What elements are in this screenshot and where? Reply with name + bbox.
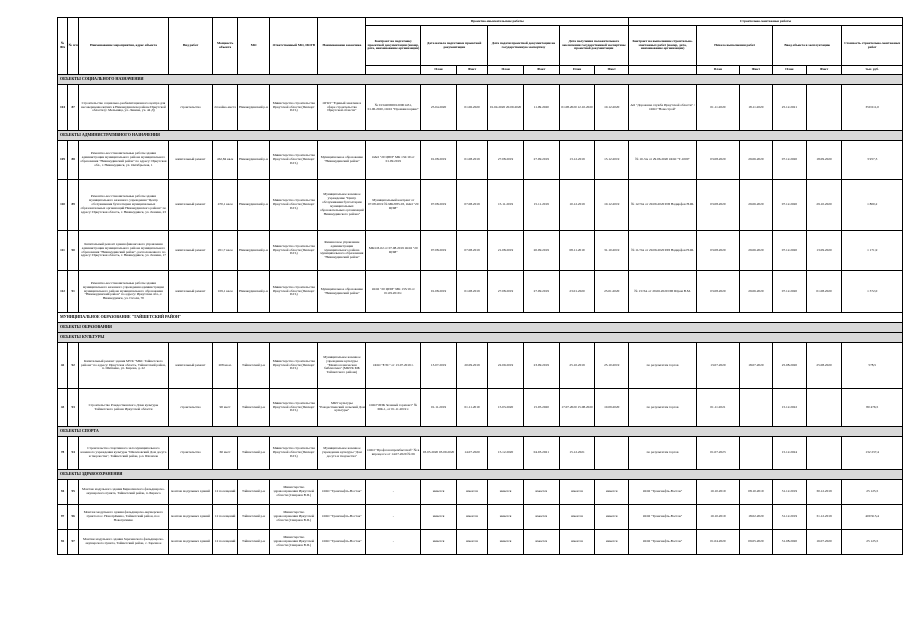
positive-conclusion-fact: имеется <box>595 505 629 530</box>
construction-contract: АО "Дорожная служба Иркутской области" / ООО "Новострой" <box>629 85 697 131</box>
design-start-fact: 01.08.2019 <box>456 141 487 180</box>
capacity: 12 посещений <box>213 505 238 530</box>
design-start-plan: 01.08.2019 <box>421 141 457 180</box>
design-contract: ООО "ЕЭС" от 13.07.2019 г. <box>366 343 421 389</box>
commissioning-plan: 15.12.2022 <box>773 389 807 427</box>
construction-contract: по результатам торгов <box>629 437 697 470</box>
responsible-body: Министерство строительства Иркутской области (Пискорт П.П.) <box>270 343 318 389</box>
municipality: Тайшетский р-н <box>237 530 269 555</box>
expertise-submit-fact: имеется <box>523 480 559 505</box>
construction-cost: 3 957,3 <box>842 141 903 180</box>
row-number: 96 <box>68 505 79 530</box>
work-type: строительство <box>168 389 213 427</box>
col-np: № п/п <box>68 18 79 75</box>
construction-contract: ООО "Транснефть-Восток" <box>629 480 697 505</box>
expertise-submit-fact: 20.09.2019 <box>523 231 559 271</box>
expertise-submit-fact: 04.03.2021 <box>523 437 559 470</box>
commissioning-fact: 31.12.2019 <box>806 505 842 530</box>
col-resp: Ответственный МО, ИОГВ <box>270 18 318 75</box>
design-start-fact: имеется <box>456 530 487 555</box>
responsible-body: Министерство строительства Иркутской области (Пискорт П.П.) <box>270 271 318 313</box>
design-start-plan: 07.08.2019 <box>421 231 457 271</box>
commissioning-plan: 07.12.2020 <box>773 231 807 271</box>
object-name: Капитальный ремонт здания финансового управления администрации муниципального района муниципального образования "Нижнеудинский район", расположенного по адресу: Иркутская область, г. Нижнеудинск, ул. Ленина, 17 <box>79 231 168 271</box>
expertise-submit-plan: 15.03.2020 <box>488 389 524 427</box>
col-fa: № ФА <box>58 18 68 75</box>
expertise-submit-plan: 21.08.2019 <box>488 231 524 271</box>
section-social: ОБЪЕКТЫ СОЦИАЛЬНОГО НАЗНАЧЕНИЯ <box>58 75 903 85</box>
positive-conclusion-plan: 08.11.2019 <box>559 231 595 271</box>
construction-contract: № 11/ЭА от 29.06.2020 ИП Надирфов Н.Ш. <box>629 231 697 271</box>
commissioning-fact: 18.09.2020 <box>806 141 842 180</box>
expertise-submit-fact: имеется <box>523 530 559 555</box>
col-name: Наименование мероприятия, адрес объекта <box>79 18 168 75</box>
construction-start-plan: 01.07.2023 <box>697 437 739 470</box>
positive-conclusion-fact <box>595 437 629 470</box>
design-start-fact: 01.11.2019 <box>456 389 487 427</box>
fa-number: 42 <box>58 343 68 389</box>
responsible-body: Министерство строительства Иркутской области (Пискорт П.П.) <box>270 85 318 131</box>
responsible-body: Министерство здравоохранения Иркутской области (Смирнов В.П.) <box>270 530 318 555</box>
report-sheet <box>57 17 903 555</box>
commissioning-plan: 25.12.2021 <box>773 85 807 131</box>
section-health: ОБЪЕКТЫ ЗДРАВООХРАНЕНИЯ <box>58 470 903 480</box>
municipality: Нижнеудинский р-н <box>237 271 269 313</box>
commissioning-plan: 31.08.2020 <box>773 530 807 555</box>
construction-start-plan: 01.11.2020 <box>697 85 739 131</box>
responsible-body: Министерство здравоохранения Иркутской области (Смирнов В.П.) <box>270 505 318 530</box>
fa-number: 109 <box>58 141 68 180</box>
table-row <box>58 231 903 271</box>
construction-start-plan: 13.07.2020 <box>697 343 739 389</box>
sub-fact: Факт <box>523 66 559 75</box>
capacity: 470,1 кв.м <box>213 180 238 231</box>
design-contract: ООО "20 ЦПИ" МК 133/19 от 01.09.2019 г. <box>366 271 421 313</box>
work-type: капитальный ремонт <box>168 141 213 180</box>
commissioning-plan: 07.12.2020 <box>773 141 807 180</box>
design-start-plan: имеется <box>421 480 457 505</box>
capacity: 24 койко-места <box>213 85 238 131</box>
object-name: Строительство спортивного зала муниципального казенного учреждения культуры "Шелеховский Дом досуга и творчества", Тайшетский район, р.п. Шелехов <box>79 437 168 470</box>
report-table <box>57 17 903 555</box>
capacity: 109,1 кв.м <box>213 271 238 313</box>
municipality: Нижнеудинский р-н <box>237 180 269 231</box>
col-cost: Стоимость строительно-монтажных работ <box>842 26 903 66</box>
responsible-body: Министерство строительства Иркутской области (Пискорт П.П.) <box>270 141 318 180</box>
design-start-fact: 01.06.2020 <box>456 85 487 131</box>
row-number: 93 <box>68 389 79 427</box>
construction-start-plan: 03.08.2020 <box>697 180 739 231</box>
positive-conclusion-plan: имеется <box>559 505 595 530</box>
construction-start-plan: 03.08.2020 <box>697 141 739 180</box>
construction-start-fact: 18.02.2020 <box>739 505 773 530</box>
design-start-plan: 13.07.2019 <box>421 343 457 389</box>
object-name: Строительство социально-реабилитационного центра для несовершеннолетних в Нижнеудинском районе Иркутской области (г. Мельница, ул. Ленина, уч. 44 Д) <box>79 85 168 131</box>
col-start-construction: Начало выполнения работ <box>697 26 773 66</box>
customer: МКУ культуры "Рождественский сельский Дом культуры" <box>318 389 366 427</box>
fa-number: 92 <box>58 530 68 555</box>
municipality: Тайшетский р-н <box>237 437 269 470</box>
capacity: 12 посещений <box>213 530 238 555</box>
customer: ОГКУ "Единый заказчик в сфере строительства Иркутской области" <box>318 85 366 131</box>
design-contract: № 0134200000120001431, 01.06.2020, ООО "Промжилсервис" <box>366 85 421 131</box>
municipality: Нижнеудинский р-н <box>237 85 269 131</box>
row-number: 90 <box>68 231 79 271</box>
construction-start-plan: 10.10.2019 <box>697 480 739 505</box>
positive-conclusion-plan: имеется <box>559 530 595 555</box>
col-contract-design: Контракт на подготовку проектной документации (номер, дата, наименование организации) <box>366 26 421 66</box>
construction-cost: 1 171,9 <box>842 231 903 271</box>
expertise-submit-fact: имеется <box>523 505 559 530</box>
group-construction: Строительно-монтажные работы <box>629 18 903 26</box>
commissioning-plan: 25.08.2020 <box>773 343 807 389</box>
positive-conclusion-plan: 01.08.2020 12.10.2020 <box>559 85 595 131</box>
section-culture: ОБЪЕКТЫ КУЛЬТУРЫ <box>58 333 903 343</box>
positive-conclusion-fact: 25.10.2019 <box>595 343 629 389</box>
construction-start-plan: 01.11.2021 <box>697 389 739 427</box>
customer: Муниципальное казенное учреждение культуры "Межпоселенческая библиотека" (МКУК МБ Тайшетского района) <box>318 343 366 389</box>
expertise-submit-plan: 27.08.2019 <box>488 141 524 180</box>
responsible-body: Министерство строительства Иркутской области (Пискорт П.П.) <box>270 389 318 427</box>
sub-unit: тыс. руб. <box>842 66 903 75</box>
commissioning-fact <box>806 85 842 131</box>
fa-number: 104 <box>58 85 68 131</box>
customer: Муниципальное образование "Нижнеудинский район" <box>318 141 366 180</box>
construction-start-fact: 08.10.2019 <box>739 480 773 505</box>
design-start-plan: 01.11.2019 <box>421 389 457 427</box>
table-row <box>58 271 903 313</box>
municipality: Тайшетский р-н <box>237 505 269 530</box>
row-number: 92 <box>68 343 79 389</box>
construction-cost: 1 372,0 <box>842 271 903 313</box>
positive-conclusion-plan: 23.01.2020 <box>559 271 595 313</box>
fa-number: 97 <box>58 505 68 530</box>
construction-start-fact: 18.11.2020 <box>739 85 773 131</box>
customer: Финансовое управление администрации муниципального района муниципального образования "Нижнеудинский район" <box>318 231 366 271</box>
design-start-fact: 14.07.2020 <box>456 437 487 470</box>
fa-number: 94 <box>58 480 68 505</box>
row-number: 94 <box>68 437 79 470</box>
col-date-submit: Дата подачи проектной документации на государственную экспертизу <box>488 26 560 66</box>
capacity: 208 кв.м. <box>213 343 238 389</box>
row-number: 97 <box>68 530 79 555</box>
construction-contract: по результатам торгов <box>629 389 697 427</box>
sub-fact: Факт <box>456 66 487 75</box>
row-number: 87 <box>68 85 79 131</box>
municipality: Нижнеудинский р-н <box>237 231 269 271</box>
expertise-submit-plan: имеется <box>488 505 524 530</box>
design-contract: - <box>366 505 421 530</box>
construction-start-plan: 01.04.2020 <box>697 530 739 555</box>
commissioning-plan: 07.12.2020 <box>773 180 807 231</box>
customer: ООО "Транснефть-Восток" <box>318 480 366 505</box>
sub-blank <box>366 66 421 75</box>
positive-conclusion-plan: 15.12.2021 <box>559 437 595 470</box>
design-start-fact: 07.08.2019 <box>456 180 487 231</box>
work-type: капитальный ремонт <box>168 271 213 313</box>
construction-contract: № 13/ЭА от 29.06.2020 ИП Шрам В.М. <box>629 271 697 313</box>
positive-conclusion-fact: 23.01.2020 <box>595 271 629 313</box>
positive-conclusion-plan: 10.12.2019 <box>559 180 595 231</box>
design-start-plan: 07.08.2019 <box>421 180 457 231</box>
work-type: монтаж модульных зданий <box>168 505 213 530</box>
sub-blank <box>629 66 697 75</box>
capacity: 462,84 кв.м <box>213 141 238 180</box>
sub-plan: План <box>697 66 739 75</box>
commissioning-fact: 16.07.2020 <box>806 530 842 555</box>
construction-cost: 25 125,5 <box>842 530 903 555</box>
customer: Муниципальное казенное учреждение "Центр обслуживания бухгалтерии муниципальных образовательных организаций Нижнеудинского района" <box>318 180 366 231</box>
positive-conclusion-plan: 17.07.2020 15.08.2020 <box>559 389 595 427</box>
work-type: капитальный ремонт <box>168 343 213 389</box>
construction-start-plan: 03.08.2020 <box>697 231 739 271</box>
col-date-start-design: Дата начала подготовки проектной документации <box>421 26 488 66</box>
responsible-body: Министерство строительства Иркутской области (Пискорт П.П.) <box>270 180 318 231</box>
design-start-plan: 01.08.2019 <box>421 271 457 313</box>
municipality: Тайшетский р-н <box>237 389 269 427</box>
construction-contract: № 12/ЭА от 29.06.2020 ИП Надирфов Н.Ш. <box>629 180 697 231</box>
table-row <box>58 85 903 131</box>
design-start-fact: имеется <box>456 480 487 505</box>
commissioning-fact: 25.08.2020 <box>806 343 842 389</box>
positive-conclusion-fact: 10.09.2020 <box>595 389 629 427</box>
construction-cost: 1 800,2 <box>842 180 903 231</box>
construction-cost: 400 913,4 <box>842 505 903 530</box>
design-start-fact: имеется <box>456 505 487 530</box>
object-name: Монтаж модульного здания Бирюсинского фельдшерско-акушерского пункта, Тайшетский район, п. Бирюса <box>79 480 168 505</box>
construction-contract: по результатам торгов <box>629 343 697 389</box>
expertise-submit-plan: 15.12.2020 <box>488 437 524 470</box>
object-name: Монтаж модульного здания Зареченского фельдшерско-акушерского пункта, Тайшетский район, с. Заречное <box>79 530 168 555</box>
construction-start-fact: 29.06.2020 <box>739 141 773 180</box>
object-name: Ремонтно-восстановительные работы здания администрации муниципального района муниципального образования "Нижнеудинский район" по адресу: Иркутская обл., г. Нижнеудинск, ул. Октябрьская, 1 <box>79 141 168 180</box>
construction-cost: 578,5 <box>842 343 903 389</box>
expertise-submit-fact: 15.11.2019 <box>523 180 559 231</box>
expertise-submit-fact: 27.09.2019 <box>523 271 559 313</box>
object-name: Ремонтно-восстановительные работы здания муниципального казенного учреждения администрации муниципального района муниципального образования "Нижнеудинский район" по адресу: Иркутская обл., г. Нижнеудинск, ул. Гоголя, 70 <box>79 271 168 313</box>
construction-cost: 80 476,5 <box>842 389 903 427</box>
object-name: Капитальный ремонт здания МУК "МКС Тайшетского района" по адресу: Иркутская область, Тайшетский район, п. Шиткино, ул. Кирова, д. 22 <box>79 343 168 389</box>
design-contract: ОАО "20 ЦПИ" МК 132/19 от 01.09.2019 <box>366 141 421 180</box>
design-contract: ООО "Профсоюзпромбытснаб" № в впроцессе от 14.07.2020 № 06 <box>366 437 421 470</box>
expertise-submit-fact: 11.09.2020 <box>523 85 559 131</box>
table-row <box>58 530 903 555</box>
expertise-submit-plan: 27.08.2019 <box>488 271 524 313</box>
expertise-submit-fact: 15.05.2020 <box>523 389 559 427</box>
table-row <box>58 505 903 530</box>
positive-conclusion-plan: имеется <box>559 480 595 505</box>
table-row <box>58 437 903 470</box>
object-name: Монтаж модульного здания фельдшерско-акушерского пункта пос. Новотрёмино, Тайшетский район, пос. Новотрёмино <box>79 505 168 530</box>
sub-fact: Факт <box>806 66 842 75</box>
work-type: монтаж модульных зданий <box>168 530 213 555</box>
group-design: Проектно-изыскательские работы <box>366 18 629 26</box>
section-education: ОБЪЕКТЫ ОБРАЗОВАНИЯ <box>58 323 903 333</box>
work-type: капитальный ремонт <box>168 180 213 231</box>
fa-number: 111 <box>58 231 68 271</box>
row-number: 89 <box>68 180 79 231</box>
design-start-fact: 07.08.2019 <box>456 231 487 271</box>
commissioning-fact: 01.08.2020 <box>806 271 842 313</box>
construction-start-fact: 29.06.2020 <box>739 271 773 313</box>
commissioning-plan: 31.12.2019 <box>773 480 807 505</box>
design-contract: - <box>366 530 421 555</box>
construction-contract: ООО "Транснефть-Восток" <box>629 530 697 555</box>
table-row <box>58 480 903 505</box>
expertise-submit-plan: имеется <box>488 480 524 505</box>
positive-conclusion-fact: имеется <box>595 480 629 505</box>
capacity: 60 мест <box>213 437 238 470</box>
col-power: Мощность объекта <box>213 18 238 75</box>
section-municipality: МУНИЦИПАЛЬНОЕ ОБРАЗОВАНИЕ "ТАЙШЕТСКИЙ РАЙОН" <box>58 313 903 323</box>
design-start-plan: имеется <box>421 505 457 530</box>
col-date-positive: Дата получения положительного заключения государственной экспертизы проектной документации <box>559 26 628 66</box>
sub-fact: Факт <box>739 66 773 75</box>
positive-conclusion-fact: имеется <box>595 530 629 555</box>
capacity: 12 посещений <box>213 480 238 505</box>
design-start-plan: 03.03.2020 03.09.2020 <box>421 437 457 470</box>
fa-number: 43 <box>58 389 68 427</box>
design-start-plan: 25.04.2020 <box>421 85 457 131</box>
construction-start-plan: 10.10.2019 <box>697 505 739 530</box>
positive-conclusion-fact: 10.12.2020 <box>595 85 629 131</box>
fa-number: 110 <box>58 180 68 231</box>
construction-contract: № 10-3А от 29.06.2020 ООО "Т-1000" <box>629 141 697 180</box>
municipality: Тайшетский р-н <box>237 480 269 505</box>
positive-conclusion-fact: 31.10.2019 <box>595 231 629 271</box>
section-sport: ОБЪЕКТЫ СПОРТА <box>58 427 903 437</box>
design-contract: Муниципальный контракт от 07.08.2019 № МК/083-03, ОАО "20 ЦПИ" <box>366 180 421 231</box>
expertise-submit-plan: 15.11.2019 <box>488 180 524 231</box>
table-row <box>58 389 903 427</box>
positive-conclusion-fact: 13.12.2019 <box>595 141 629 180</box>
row-number: 95 <box>68 480 79 505</box>
commissioning-plan: 31.12.2019 <box>773 505 807 530</box>
work-type: капитальный ремонт <box>168 231 213 271</box>
sub-plan: План <box>421 66 457 75</box>
col-type: Вид работ <box>168 18 213 75</box>
responsible-body: Министерство строительства Иркутской области (Пискорт П.П.) <box>270 231 318 271</box>
construction-start-fact: 29.06.2020 <box>739 231 773 271</box>
construction-start-fact <box>739 437 773 470</box>
customer: ООО "Транснефть-Восток" <box>318 505 366 530</box>
responsible-body: Министерство здравоохранения Иркутской области (Смирнов В.П.) <box>270 480 318 505</box>
design-start-fact: 01.08.2019 <box>456 271 487 313</box>
sub-plan: План <box>488 66 524 75</box>
commissioning-fact <box>806 437 842 470</box>
commissioning-fact: 30.12.2019 <box>806 480 842 505</box>
construction-start-fact <box>739 389 773 427</box>
construction-cost: 25 125,5 <box>842 480 903 505</box>
design-contract: - <box>366 480 421 505</box>
municipality: Нижнеудинский р-н <box>237 141 269 180</box>
positive-conclusion-plan: 13.12.2019 <box>559 141 595 180</box>
customer: Муниципальное образование "Нижнеудинский район" <box>318 271 366 313</box>
design-start-fact: 20.09.2019 <box>456 343 487 389</box>
customer: Муниципальное казенное учреждение культуры "Дом досуга и творчества" <box>318 437 366 470</box>
construction-start-plan: 03.08.2020 <box>697 271 739 313</box>
expertise-submit-plan: имеется <box>488 530 524 555</box>
construction-start-fact: 18.07.2020 <box>739 343 773 389</box>
fa-number: 78 <box>58 437 68 470</box>
work-type: строительство <box>168 437 213 470</box>
sub-fact: Факт <box>595 66 629 75</box>
positive-conclusion-fact: 10.12.2019 <box>595 180 629 231</box>
design-contract: ООО"ЛИК Зеленый горизонт" № МК-1, от 01.11.2019 г. <box>366 389 421 427</box>
sub-plan: План <box>559 66 595 75</box>
expertise-submit-plan: 01.04.2020 20.09.2020 <box>488 85 524 131</box>
responsible-body: Министерство строительства Иркутской области (Пискорт П.П.) <box>270 437 318 470</box>
fa-number: 112 <box>58 271 68 313</box>
capacity: 201,7 кв.м <box>213 231 238 271</box>
construction-start-fact: 29.06.2020 <box>739 180 773 231</box>
capacity: 90 мест <box>213 389 238 427</box>
col-commissioning: Ввод объекта в эксплуатацию <box>773 26 842 66</box>
col-contract-construction: Контракт на выполнение строительно-монтажных работ (номер, дата, наименование организации) <box>629 26 697 66</box>
construction-contract: ООО "Транснефть-Восток" <box>629 505 697 530</box>
table-row <box>58 141 903 180</box>
construction-cost: 132 237,4 <box>842 437 903 470</box>
work-type: монтаж модульных зданий <box>168 480 213 505</box>
table-row <box>58 180 903 231</box>
section-admin: ОБЪЕКТЫ АДМИНИСТРАТИВНОГО НАЗНАЧЕНИЯ <box>58 131 903 141</box>
col-mo: МО <box>237 18 269 75</box>
table-row <box>58 343 903 389</box>
row-number: 91 <box>68 271 79 313</box>
construction-start-fact: 09.05.2020 <box>739 530 773 555</box>
design-start-plan: имеется <box>421 530 457 555</box>
expertise-submit-plan: 22.09.2019 <box>488 343 524 389</box>
sub-plan: План <box>773 66 807 75</box>
object-name: Ремонтно-восстановительные работы здания муниципального казенного учреждения "Центр обслуживания бухгалтерии муниципальных образовательных организаций Нижнеудинского района" по адресу: Иркутская область, г. Нижнеудинск, ул. Ленина, 23 <box>79 180 168 231</box>
work-type: строительство <box>168 85 213 131</box>
commissioning-fact: 13.09.2020 <box>806 231 842 271</box>
expertise-submit-fact: 23.09.2019 <box>523 343 559 389</box>
customer: ООО "Транснефть-Восток" <box>318 530 366 555</box>
commissioning-fact: 29.10.2020 <box>806 180 842 231</box>
object-name: Строительство Рождественского Дома культуры Тайшетского района Иркутской области <box>79 389 168 427</box>
municipality: Тайшетский р-н <box>237 343 269 389</box>
commissioning-fact <box>806 389 842 427</box>
positive-conclusion-plan: 25.10.2019 <box>559 343 595 389</box>
commissioning-plan: 15.12.2024 <box>773 437 807 470</box>
design-contract: МК/ОЗ-02 от 07.08.2019 ООО "20 ЦПИ" <box>366 231 421 271</box>
commissioning-plan: 07.12.2020 <box>773 271 807 313</box>
construction-cost: 350 611,0 <box>842 85 903 131</box>
expertise-submit-fact: 27.09.2019 <box>523 141 559 180</box>
col-customer: Наименование заказчика <box>318 18 366 75</box>
row-number: 88 <box>68 141 79 180</box>
